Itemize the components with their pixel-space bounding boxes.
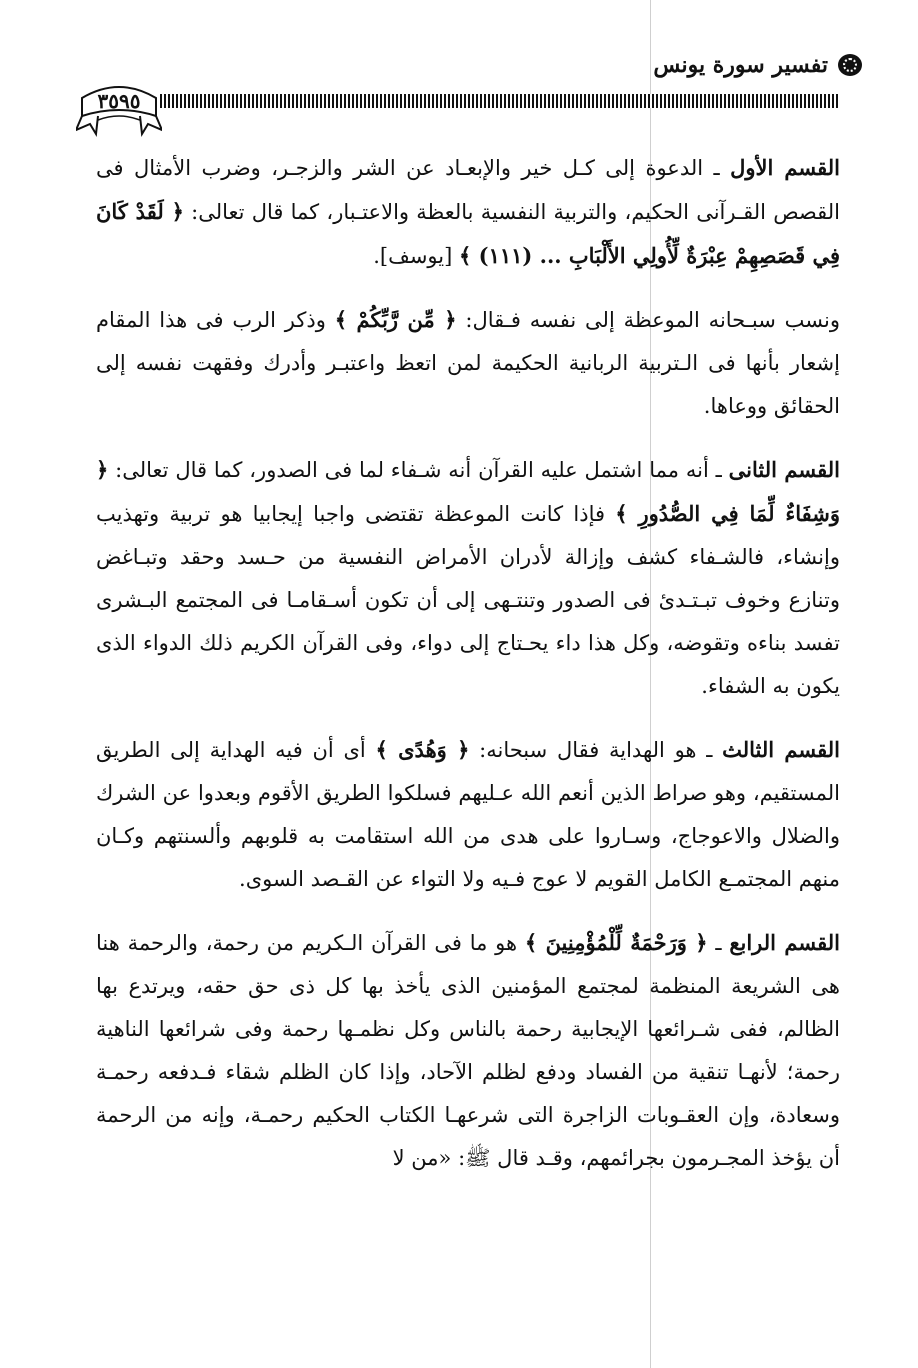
quran-quote: ﴿ وَرَحْمَةٌ لِّلْمُؤْمِنِينَ ﴾	[524, 930, 708, 955]
section-lead: القسم الثانى	[728, 457, 840, 482]
section-lead: القسم الثالث	[722, 737, 840, 762]
paragraph-text: ـ الدعوة إلى كـل خير والإبعـاد عن الشر والزجـر، وضرب الأمثال فى القصص القـرآنى الحكيم، والتربية النفسية بالعظة والاعتـبار، كما قال تعالى:	[96, 156, 840, 224]
section-lead: القسم الأول	[730, 155, 840, 180]
quran-quote: ﴿ لَقَدْ كَانَ فِي قَصَصِهِمْ عِبْرَةٌ لِّأُولِي الأَلْبَابِ ... (١١١) ﴾	[96, 199, 840, 268]
paragraph-tail: هو ما فى القرآن الـكريم من رحمة، والرحمة هنا هى الشريعة المنظمة لمجتمع المؤمنين الذى يأخذ بها كل ذى حق حقه، ويرتدع بها الظالم، ففى شـرائعها الإيجابية رحمة بالناس وكل نظمـها رحمة وفى شرائعها الناهية رحمة؛ لأنهـا تنقية من الفساد ودفع لظلم الآحاد، وإذا كان الظلم شقاء فـدفعه رحمـة وسعادة، وإن العقـوبات الزاجرة التى شرعهـا الكتاب الحكيم رحمـة، وإنه من الرحمة أن يؤخذ المجـرمون بجرائمهم، وقـد قال ﷺ: «من لا	[96, 931, 840, 1170]
page-number: ٣٥٩٥	[97, 89, 141, 113]
header-rule	[160, 94, 838, 108]
paragraph-2	[96, 298, 840, 428]
paragraph-tail: وذكر الرب فى هذا المقام إشعار بأنها فى الـتربية الربانية الحكيمة لمن اتعظ واعتبـر وأدرك وفقهت نفسه إلى الحقائق ووعاها.	[96, 308, 840, 418]
paragraph-4	[96, 728, 840, 901]
paragraph-tail: [يوسف].	[373, 244, 459, 268]
page-body	[96, 146, 840, 1200]
section-lead: القسم الرابع	[729, 930, 840, 955]
paragraph-3	[96, 448, 840, 708]
paragraph-tail: فإذا كانت الموعظة تقتضى واجبا إيجابيا هو تربية وتهذيب وإنشاء، فالشـفاء كشف وإزالة لأدران الأمراض النفسية من حـسد وحقد وتبـاغض وتنازع وخوف تبـتـدئ فى الصدور وتنتـهى إلى أن تكون أسـقامـا فى المجتمع البـشرى تفسد بناءه وتقوضه، وكل هذا داء يحـتاج إلى دواء، وفى القرآن الكريم ذلك الدواء الذى يكون به الشفاء.	[96, 502, 840, 698]
running-header-title: تفسير سورة يونس	[653, 52, 828, 78]
page-number-frame	[76, 80, 162, 138]
paragraph-text: ـ هو الهداية فقال سبحانه:	[469, 738, 723, 762]
quran-quote: ﴿ وَهُدًى ﴾	[375, 737, 470, 762]
circular-ornament-icon	[838, 54, 862, 76]
paragraph-5	[96, 921, 840, 1180]
paragraph-1	[96, 146, 840, 278]
paragraph-tail: أى أن فيه الهداية إلى الطريق المستقيم، وهو صراط الذين أنعم الله عـليهم فسلكوا الطريق الأقوم وبعدوا عن الشرك والضلال والاعوجاج، وسـاروا على هدى من الله استقامت به قلوبهم وألسنتهم وكـان منهم المجتمـع الكامل القويم لا عوج فـيه ولا التواء عن القـصد السوى.	[96, 738, 840, 891]
quran-quote: ﴿ مِّن رَّبِّكُمْ ﴾	[334, 307, 457, 332]
paragraph-text: ـ أنه مما اشتمل عليه القرآن أنه شـفاء لما فى الصدور، كما قال تعالى:	[108, 458, 729, 482]
paragraph-text: ـ	[707, 931, 730, 955]
quran-quote: ﴿ وَشِفَاءٌ لِّمَا فِي الصُّدُورِ ﴾	[96, 457, 840, 526]
paragraph-text: ونسب سبـحانه الموعظة إلى نفسه فـقال:	[456, 308, 840, 332]
